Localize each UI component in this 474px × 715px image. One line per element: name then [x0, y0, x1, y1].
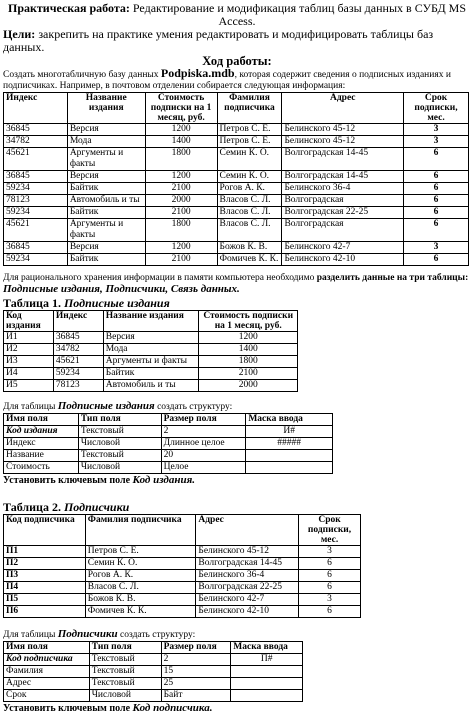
table-cell: 1400 [199, 344, 298, 356]
table-cell: Аргументы и факты [67, 148, 145, 171]
table1-caption: Таблица 1. Подписные издания [3, 296, 170, 310]
col-header: Название издания [67, 93, 145, 124]
table-row [4, 462, 333, 474]
col-header: Имя поля [4, 414, 79, 426]
struct1-table [3, 413, 333, 474]
table-cell: 1200 [199, 332, 298, 344]
table-cell [246, 450, 333, 462]
table-cell: 6 [299, 582, 361, 594]
table-cell: Власов С. Л. [217, 219, 282, 242]
table-cell: 34782 [4, 136, 68, 148]
table-cell [246, 462, 333, 474]
col-header: Стоимость подписки на 1 месяц, руб. [199, 311, 298, 332]
col-header: Название издания [103, 311, 199, 332]
table-cell: 6 [404, 254, 469, 266]
table-row [4, 242, 469, 254]
table-cell: Аргументы и факты [67, 219, 145, 242]
col-header: Код издания [4, 311, 54, 332]
table-cell: Белинского 42-7 [282, 242, 404, 254]
table-cell: 6 [404, 195, 469, 207]
col-header: Размер поля [161, 642, 231, 654]
table-cell: 6 [299, 570, 361, 582]
col-header: Код подписчика [4, 515, 86, 546]
table-cell: 3 [404, 136, 469, 148]
table-cell: 45621 [53, 356, 103, 368]
table-cell: Текстовый [89, 654, 161, 666]
table-cell: Версия [103, 332, 199, 344]
table-row [4, 380, 298, 392]
table-cell: Волгоградская 22-25 [282, 207, 404, 219]
table-cell: 25 [161, 678, 231, 690]
table-cell: Байтик [67, 254, 145, 266]
table-cell: 20 [161, 450, 246, 462]
table-cell: Белинского 36-4 [282, 183, 404, 195]
table-cell: Петров С. Е. [85, 546, 196, 558]
table-cell: Волгоградская [282, 195, 404, 207]
table-cell: Белинского 42-10 [196, 606, 299, 618]
table-cell: Петров С. Е. [217, 124, 282, 136]
table-cell: Числовой [89, 690, 161, 702]
aim-label: Цели: [3, 27, 36, 41]
table-cell: Петров С. Е. [217, 136, 282, 148]
table-cell: Белинского 45-12 [196, 546, 299, 558]
table-row [4, 368, 298, 380]
table-cell: П2 [4, 558, 86, 570]
col-header: Адрес [196, 515, 299, 546]
table-cell: 36845 [4, 124, 68, 136]
table-row [4, 183, 469, 195]
table1 [3, 310, 298, 392]
table-cell: 6 [404, 171, 469, 183]
table-row [4, 219, 469, 242]
table-cell: 36845 [4, 171, 68, 183]
table-cell: Рогов А. К. [217, 183, 282, 195]
table-cell: 1800 [145, 148, 217, 171]
table-row [4, 438, 333, 450]
table-cell: Власов С. Л. [217, 195, 282, 207]
table-cell: Целое [161, 462, 246, 474]
table-cell: Индекс [4, 438, 79, 450]
table-row [4, 450, 333, 462]
table-row [4, 666, 303, 678]
table2-header [4, 515, 361, 546]
table-row [4, 254, 469, 266]
table-row [4, 426, 333, 438]
col-header: Тип поля [78, 414, 161, 426]
table-cell: 6 [299, 606, 361, 618]
table-cell: 6 [404, 183, 469, 195]
col-header: Срок подписки, мес. [404, 93, 469, 124]
table-cell: И1 [4, 332, 54, 344]
table-cell: 2 [161, 426, 246, 438]
table-row [4, 570, 361, 582]
table-cell: Числовой [78, 462, 161, 474]
table-cell: И4 [4, 368, 54, 380]
table-cell: 1800 [145, 219, 217, 242]
table-cell: 78123 [53, 380, 103, 392]
table-cell: 1200 [145, 124, 217, 136]
table1-header [4, 311, 298, 332]
table-cell: Аргументы и факты [103, 356, 199, 368]
table-cell: 15 [161, 666, 231, 678]
col-header: Стоимость подписки на 1 месяц, руб. [145, 93, 217, 124]
table-cell: 1400 [145, 136, 217, 148]
table-cell: Байтик [67, 183, 145, 195]
table-cell: Версия [67, 171, 145, 183]
table-row [4, 344, 298, 356]
table-cell: И# [246, 426, 333, 438]
col-header: Размер поля [161, 414, 246, 426]
aim-line [3, 28, 471, 54]
table-cell: Версия [67, 124, 145, 136]
table-cell: Волгоградская [282, 219, 404, 242]
work-text-2: Access. [218, 14, 256, 28]
table-cell: Фомичев К. К. [217, 254, 282, 266]
table-cell: Фомичев К. К. [85, 606, 196, 618]
work-text: Редактирование и модификация таблиц базы данных в СУБД MS [129, 1, 466, 15]
col-header: Фамилия подписчика [85, 515, 196, 546]
table-cell: 2100 [145, 183, 217, 195]
table-cell: Мода [103, 344, 199, 356]
table-cell: 59234 [4, 183, 68, 195]
table-cell: 1800 [199, 356, 298, 368]
table-cell: 34782 [53, 344, 103, 356]
table-cell: 2000 [145, 195, 217, 207]
table-cell: И3 [4, 356, 54, 368]
table-row [4, 332, 298, 344]
table-cell: 2100 [145, 207, 217, 219]
struct1-header [4, 414, 333, 426]
struct2-table [3, 641, 303, 702]
table-cell: Рогов А. К. [85, 570, 196, 582]
table-cell: 3 [404, 124, 469, 136]
col-header: Имя поля [4, 642, 90, 654]
table-cell: Стоимость [4, 462, 79, 474]
table-cell: П5 [4, 594, 86, 606]
table-row [4, 195, 469, 207]
table-cell: Код издания [4, 426, 79, 438]
table-cell [231, 678, 303, 690]
table-cell: Семин К. О. [85, 558, 196, 570]
table-cell: 1200 [145, 242, 217, 254]
table-cell: 59234 [4, 254, 68, 266]
col-header: Маска ввода [231, 642, 303, 654]
table-cell: ##### [246, 438, 333, 450]
table-cell: П# [231, 654, 303, 666]
table-cell: Название [4, 450, 79, 462]
main-table [3, 92, 469, 266]
table-cell: 6 [404, 148, 469, 171]
col-header: Срок подписки, мес. [299, 515, 361, 546]
table-cell: Власов С. Л. [85, 582, 196, 594]
table2 [3, 514, 361, 618]
table-cell: Автомобиль и ты [103, 380, 199, 392]
table-cell: 3 [404, 242, 469, 254]
col-header: Адрес [282, 93, 404, 124]
table-row [4, 594, 361, 606]
table-row [4, 546, 361, 558]
table-cell: Числовой [78, 438, 161, 450]
aim-text: закрепить на практике умения редактировать и модифицировать таблицы баз данных. [3, 27, 434, 54]
table-cell: Волгоградская 14-45 [282, 148, 404, 171]
table-cell: П1 [4, 546, 86, 558]
struct2-caption: Для таблицы Подписчики создать структуру: [3, 628, 196, 640]
table-cell: 6 [404, 219, 469, 242]
table-cell: Божов К. В. [85, 594, 196, 606]
table-cell: П4 [4, 582, 86, 594]
struct1-caption: Для таблицы Подписные издания создать структуру: [3, 400, 233, 412]
table-cell: 36845 [4, 242, 68, 254]
table-cell: И5 [4, 380, 54, 392]
table-row [4, 356, 298, 368]
table-cell: Текстовый [89, 678, 161, 690]
table-cell [231, 690, 303, 702]
table-row [4, 582, 361, 594]
table-cell: 45621 [4, 148, 68, 171]
col-header: Фамилия подписчика [217, 93, 282, 124]
table-cell: 2 [161, 654, 231, 666]
table-cell: 2100 [199, 368, 298, 380]
table-cell: Белинского 45-12 [282, 136, 404, 148]
table-cell: Семин К. О. [217, 148, 282, 171]
table-cell: Байтик [67, 207, 145, 219]
table-cell: 59234 [53, 368, 103, 380]
table-cell: И2 [4, 344, 54, 356]
main-table-header [4, 93, 469, 124]
table-row [4, 207, 469, 219]
table-row [4, 136, 469, 148]
table-cell: Фамилия [4, 666, 90, 678]
table-cell: 3 [299, 594, 361, 606]
table-cell [231, 666, 303, 678]
table-cell: Байт [161, 690, 231, 702]
table-row [4, 148, 469, 171]
course-heading: Ход работы: [202, 54, 272, 68]
table-row [4, 690, 303, 702]
table-cell: 78123 [4, 195, 68, 207]
table-cell: П6 [4, 606, 86, 618]
table-cell: Код подписчика [4, 654, 90, 666]
table-cell: 6 [299, 558, 361, 570]
table-cell: 36845 [53, 332, 103, 344]
work-label: Практическая работа: [7, 1, 130, 15]
table-row [4, 606, 361, 618]
col-header: Маска ввода [246, 414, 333, 426]
table-cell: 3 [299, 546, 361, 558]
table-row [4, 558, 361, 570]
table2-caption: Таблица 2. Подписчики [3, 500, 130, 514]
table-row [4, 654, 303, 666]
table-cell: П3 [4, 570, 86, 582]
table-cell: Божов К. В. [217, 242, 282, 254]
table-cell: Автомобиль и ты [67, 195, 145, 207]
table-cell: Текстовый [78, 426, 161, 438]
table-cell: Семин К. О. [217, 171, 282, 183]
table-cell: Текстовый [89, 666, 161, 678]
struct1-key-line: Установить ключевым поле Код издания. [3, 474, 195, 486]
table-cell: Мода [67, 136, 145, 148]
table-cell: Белинского 42-10 [282, 254, 404, 266]
table-cell: Белинского 45-12 [282, 124, 404, 136]
table-cell: 59234 [4, 207, 68, 219]
col-header: Индекс [53, 311, 103, 332]
table-cell: Волгоградская 14-45 [282, 171, 404, 183]
table-cell: Волгоградская 14-45 [196, 558, 299, 570]
struct2-header [4, 642, 303, 654]
struct2-key-line: Установить ключевым поле Код подписчика. [3, 702, 213, 714]
table-cell: Белинского 42-7 [196, 594, 299, 606]
table-cell: Белинского 36-4 [196, 570, 299, 582]
table-cell: Текстовый [78, 450, 161, 462]
table-row [4, 171, 469, 183]
table-cell: 6 [404, 207, 469, 219]
table-cell: Версия [67, 242, 145, 254]
split-paragraph: Для рационального хранения информации в памяти компьютера необходимо разделить данные на три таблицы: Подписные издания, Подписчики, Связь данных. [3, 273, 469, 295]
table-cell: Адрес [4, 678, 90, 690]
table-cell: Байтик [103, 368, 199, 380]
table-cell: Волгоградская 22-25 [196, 582, 299, 594]
table-cell: 2000 [199, 380, 298, 392]
table-row [4, 124, 469, 136]
table-row [4, 678, 303, 690]
table-cell: 45621 [4, 219, 68, 242]
table-cell: Срок [4, 690, 90, 702]
col-header: Тип поля [89, 642, 161, 654]
table-cell: 1200 [145, 171, 217, 183]
table-cell: Власов С. Л. [217, 207, 282, 219]
db-name: Podpiska.mdb [160, 66, 235, 80]
work-title [3, 2, 471, 28]
table-cell: 2100 [145, 254, 217, 266]
intro-paragraph: Создать многотабличную базу данных Podpiska.mdb, которая содержит сведения о подписных изданиях и подписчиках. Например, в почтовом отделении собирается следующая информация: [3, 66, 451, 91]
col-header: Индекс [4, 93, 68, 124]
table-cell: Длинное целое [161, 438, 246, 450]
